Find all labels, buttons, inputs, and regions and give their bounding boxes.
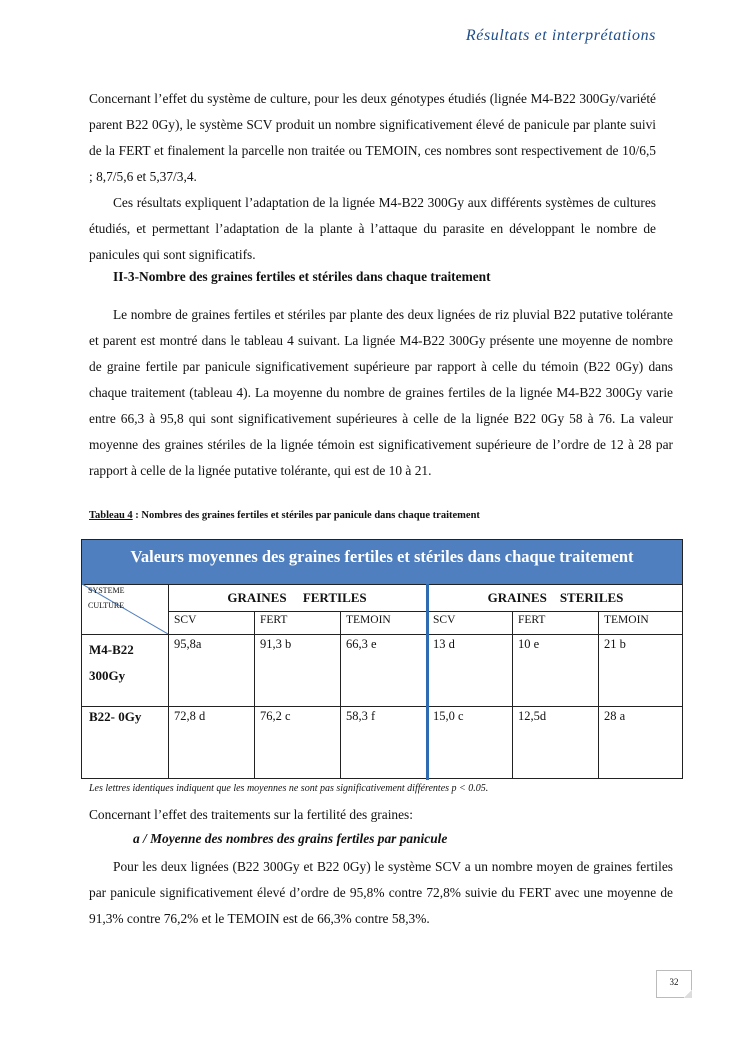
table-cell: 15,0 c <box>433 709 464 723</box>
table-title <box>82 540 682 584</box>
table-footnote: Les lettres identiques indiquent que les moyennes ne sont pas significativement différentes p < 0.05. <box>89 783 489 794</box>
paragraph-culture-system: Concernant l’effet du système de culture, pour les deux génotypes étudiés (lignée M4-B22 300Gy/variété parent B22 0Gy), le système SCV produit un nombre significativement élevé de panicule par plante suivi de la FERT et finalement la parcelle non traitée ou TEMOIN, ces nombres sont respectivement de 10/6,5 ; 8,7/5,6 et 5,37/3,4. <box>89 91 656 184</box>
table-line <box>598 611 599 779</box>
table-cell: 21 b <box>604 637 626 651</box>
table-line <box>82 706 682 707</box>
corner-label-top: SYSTEME <box>88 586 125 595</box>
table-title-text: Valeurs moyennes des graines fertiles et stériles dans chaque traitement <box>130 547 634 566</box>
paragraph-adaptation: Ces résultats expliquent l’adaptation de la lignée M4-B22 300Gy aux différents systèmes de cultures étudiés, et permettant l’adaptation de la plante à l’attaque du parasite en développant le nombre de panicules qui sont significatifs. <box>89 195 656 262</box>
row-label: B22- 0Gy <box>89 709 142 724</box>
table-cell: 76,2 c <box>260 709 291 723</box>
column-header: TEMOIN <box>346 614 391 626</box>
running-header: Résultats et interprétations <box>465 27 656 44</box>
table-line <box>168 611 682 612</box>
table-line <box>82 634 682 635</box>
table-cell: 28 a <box>604 709 626 723</box>
table-cell: 72,8 d <box>174 709 206 723</box>
paragraph-treatment-effect: Concernant l’effet des traitements sur la fertilité des graines: <box>89 807 413 822</box>
table-caption <box>89 510 480 521</box>
table-cell: 13 d <box>433 637 455 651</box>
column-header: SCV <box>433 614 456 626</box>
section-heading: II-3-Nombre des graines fertiles et stériles dans chaque traitement <box>113 269 491 284</box>
column-header: FERT <box>260 614 288 626</box>
paragraph-grain-count: Le nombre de graines fertiles et stériles par plante des deux lignées de riz pluvial B22 putative tolérante et parent est montré dans le tableau 4 suivant. La lignée M4-B22 300Gy présente une moyenne de nombre de graine fertile par panicule significativement supérieure par rapport à celle du témoin (B22 0Gy) dans chaque traitement (tableau 4). La moyenne du nombre de graines fertiles de la lignée M4-B22 300Gy varie entre 66,3 à 95,8 qui sont significativement supérieures à celle de la lignée B22 0Gy 58 à 76. La valeur moyenne des graines stériles de la lignée témoin est significativement supérieure de l’ordre de 12 à 28 par rapport à celle de la lignée putative tolérante, qui est de 10 à 21. <box>89 307 673 478</box>
table-cell: 12,5d <box>518 709 547 723</box>
table-cell: 58,3 f <box>346 709 376 723</box>
table-caption-text: : Nombres des graines fertiles et stériles par panicule dans chaque traitement <box>132 510 480 521</box>
column-header: FERT <box>518 614 546 626</box>
corner-label-bottom: CULTURE <box>88 601 125 610</box>
table-line <box>254 611 255 779</box>
group-header-fertile: GRAINES FERTILES <box>227 590 367 605</box>
table-caption-label: Tableau 4 <box>89 510 133 521</box>
results-table <box>81 539 683 779</box>
column-header: SCV <box>174 614 197 626</box>
table-line <box>512 611 513 779</box>
table-cell: 91,3 b <box>260 637 292 651</box>
table-cell: 10 e <box>518 637 540 651</box>
page-number: 32 <box>656 970 692 998</box>
table-line <box>168 584 169 779</box>
table-cell: 66,3 e <box>346 637 377 651</box>
table-divider <box>426 584 429 780</box>
subsection-heading: a / Moyenne des nombres des grains fertiles par panicule <box>133 831 448 846</box>
column-header: TEMOIN <box>604 614 649 626</box>
paragraph-fertile-grains: Pour les deux lignées (B22 300Gy et B22 0Gy) le système SCV a un nombre moyen de graines fertiles par panicule significativement élevé d’ordre de 95,8% contre 72,8% suivie du FERT avec une moyenne de 91,3% contre 76,2% et le TEMOIN est de 66,3% contre 58,3%. <box>89 859 673 926</box>
table-line <box>340 611 341 779</box>
row-label: M4-B22 300Gy <box>89 642 134 683</box>
group-header-sterile: GRAINES STERILES <box>487 590 624 605</box>
table-cell: 95,8a <box>174 637 202 651</box>
